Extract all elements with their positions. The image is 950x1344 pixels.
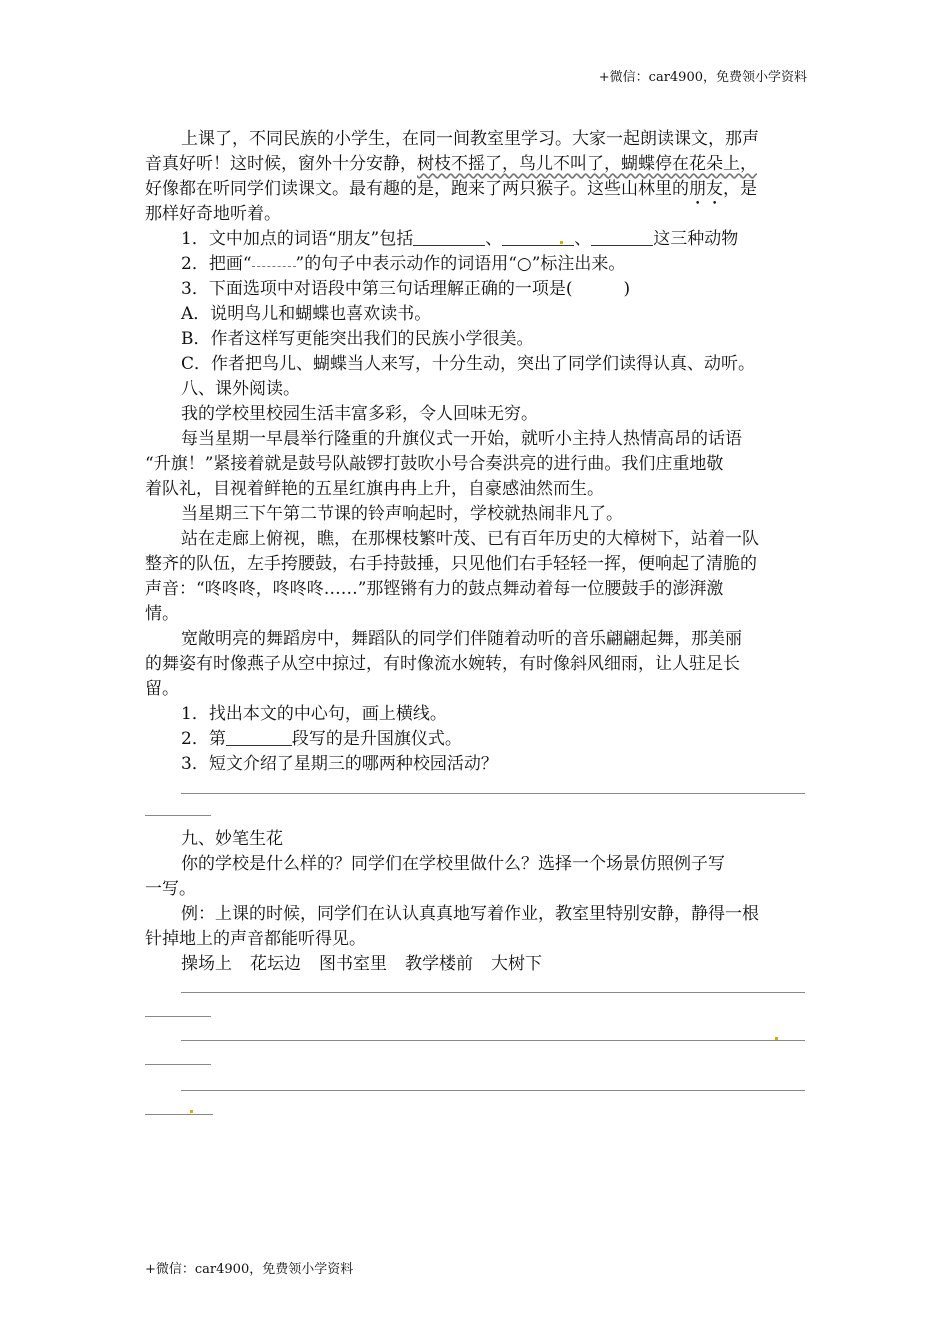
prompt-line-1: 你的学校是什么样的？同学们在学校里做什么？选择一个场景仿照例子写 xyxy=(181,854,725,874)
writing-line-2-end[interactable] xyxy=(145,1064,211,1065)
article-line-11: 的舞姿有时像燕子从空中掠过，有时像流水婉转，有时像斜风细雨，让人驻足长 xyxy=(145,654,740,674)
stray-mark xyxy=(560,241,563,244)
article-line-1: 我的学校里校园生活丰富多彩，令人回味无穷。 xyxy=(181,404,538,424)
section-8-title: 八、课外阅读。 xyxy=(181,379,300,399)
option-b[interactable]: B．作者这样写更能突出我们的民族小学很美。 xyxy=(181,329,534,349)
scene-list xyxy=(181,953,807,976)
page-footer: +微信：car4900，免费领小学资料 xyxy=(145,1262,354,1277)
writing-line-3-end[interactable] xyxy=(145,1114,213,1115)
scene-option[interactable]: 大树下 xyxy=(491,954,542,974)
article-line-5: 当星期三下午第二节课的铃声响起时，学校就热闹非凡了。 xyxy=(181,504,623,524)
article-line-12: 留。 xyxy=(145,679,179,699)
option-a[interactable]: A．说明鸟儿和蝴蝶也喜欢读书。 xyxy=(181,304,432,324)
passage-line-1: 上课了，不同民族的小学生，在同一间教室里学习。大家一起朗读课文，那声 xyxy=(181,129,759,149)
answer-blank[interactable] xyxy=(413,229,485,246)
dotted-word-friends: 朋友 xyxy=(689,179,723,199)
article-line-3: “升旗！”紧接着就是鼓号队敲锣打鼓吹小号合奏洪亮的进行曲。我们庄重地敬 xyxy=(145,454,724,474)
answer-blank[interactable] xyxy=(591,229,653,246)
article-line-4: 着队礼，目视着鲜艳的五星红旗冉冉上升，自豪感油然而生。 xyxy=(145,479,604,499)
article-line-9: 情。 xyxy=(145,604,179,624)
scene-option[interactable]: 操场上 xyxy=(181,954,232,974)
scene-option[interactable]: 图书室里 xyxy=(319,954,387,974)
stray-mark xyxy=(775,1037,778,1040)
article-line-10: 宽敞明亮的舞蹈房中，舞蹈队的同学们伴随着动听的音乐翩翩起舞，那美丽 xyxy=(181,629,742,649)
wavy-line-symbol xyxy=(252,260,296,267)
wavy-underlined-sentence: 树枝不摇了，鸟儿不叫了，蝴蝶停在花朵上， xyxy=(417,154,757,174)
writing-line-3[interactable] xyxy=(181,1090,805,1091)
article-line-2: 每当星期一早晨举行隆重的升旗仪式一开始，就听小主持人热情高昂的话语 xyxy=(181,429,742,449)
scene-option[interactable]: 教学楼前 xyxy=(405,954,473,974)
article-line-7: 整齐的队伍，左手挎腰鼓，右手持鼓捶，只见他们右手轻轻一挥，便响起了清脆的 xyxy=(145,554,757,574)
answer-blank[interactable] xyxy=(502,229,574,246)
scene-option[interactable]: 花坛边 xyxy=(250,954,301,974)
writing-line-1[interactable] xyxy=(181,992,805,993)
answer-line-end[interactable] xyxy=(145,815,211,816)
question-8-3: 3．短文介绍了星期三的哪两种校园活动？ xyxy=(181,754,498,774)
passage-line-2: 音真好听！这时候，窗外十分安静，树枝不摇了，鸟儿不叫了，蝴蝶停在花朵上， xyxy=(145,154,757,174)
writing-line-1-end[interactable] xyxy=(145,1016,211,1017)
option-c[interactable]: C．作者把鸟儿、蝴蝶当人来写，十分生动，突出了同学们读得认真、动听。 xyxy=(181,354,756,374)
example-line-1: 例：上课的时候，同学们在认认真真地写着作业，教室里特别安静，静得一根 xyxy=(181,904,759,924)
writing-line-2[interactable] xyxy=(181,1040,805,1041)
example-line-2: 针掉地上的声音都能听得见。 xyxy=(145,929,366,949)
question-7-3: 3．下面选项中对语段中第三句话理解正确的一项是( ) xyxy=(181,279,631,299)
page-header: +微信：car4900，免费领小学资料 xyxy=(598,70,807,85)
question-7-1: 1．文中加点的词语“朋友”包括 、 、 这三种动物 xyxy=(181,229,739,249)
section-9-title: 九、妙笔生花 xyxy=(181,829,283,849)
question-7-2: 2．把画“ ”的句子中表示动作的词语用“○”标注出来。 xyxy=(181,254,626,274)
passage-line-4: 那样好奇地听着。 xyxy=(145,204,281,224)
question-8-2: 2．第 段写的是升国旗仪式。 xyxy=(181,729,462,749)
article-line-8: 声音：“咚咚咚，咚咚咚……”那铿锵有力的鼓点舞动着每一位腰鼓手的澎湃激 xyxy=(145,579,724,599)
question-8-1: 1．找出本文的中心句，画上横线。 xyxy=(181,704,447,724)
answer-blank[interactable] xyxy=(226,729,292,746)
stray-mark xyxy=(190,1110,193,1113)
passage-line-3: 好像都在听同学们读课文。最有趣的是，跑来了两只猴子。这些山林里的朋友，是 xyxy=(145,179,757,199)
prompt-line-2: 一写。 xyxy=(145,879,196,899)
article-line-6: 站在走廊上俯视，瞧，在那棵枝繁叶茂、已有百年历史的大樟树下，站着一队 xyxy=(181,529,759,549)
answer-line[interactable] xyxy=(181,793,805,794)
